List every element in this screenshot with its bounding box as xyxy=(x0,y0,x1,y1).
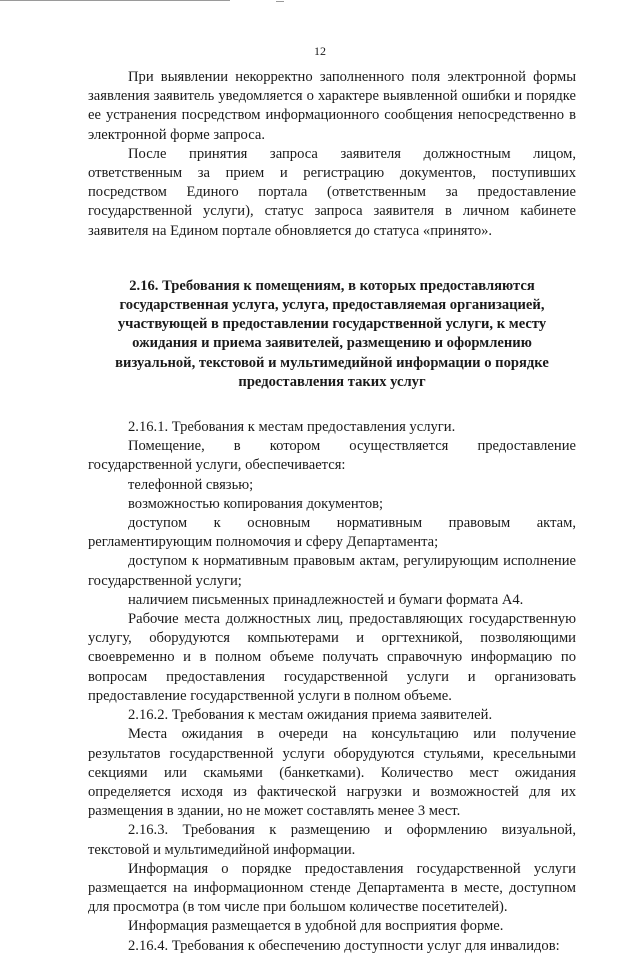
paragraph-waiting-places: Места ожидания в очереди на консультацию или получение результатов государственной услуги оборудуются стульями, кресельными секциями или скамьями (банкетками). Количество мест ожидания определяется исходя из фактической нагрузки и возможностей для их размещения в здании, но не может составлять менее 3 мест. xyxy=(88,726,576,820)
list-item-regulatory-acts: доступом к нормативным правовым актам, регулирующим исполнение государственной услуги; xyxy=(88,553,576,589)
paragraph-info-stand: Информация о порядке предоставления государственной услуги размещается на информационном стенде Департамента в месте, доступном для просмотра (в том числе при большом количестве посетителей). xyxy=(88,860,576,916)
list-item-stationery: наличием письменных принадлежностей и бумаги формата А4. xyxy=(128,591,524,608)
scan-edge-mark xyxy=(276,1,284,2)
heading-line: визуальной, текстовой и мультимедийной информации о порядке xyxy=(115,354,549,371)
paragraph-workplaces: Рабочие места должностных лиц, предоставляющих государственную услугу, оборудуются компьютерами и оргтехникой, позволяющими своевременно и в полном объеме получать справочную информацию по вопросам предоставления государственной услуги и организовать предоставление государственной услуги в полном объеме. xyxy=(88,611,576,704)
list-item-copying: возможностью копирования документов; xyxy=(128,495,384,512)
list-item-main-acts: доступом к основным нормативным правовым актам, регламентирующим полномочия и сферу Департамента; xyxy=(88,515,576,551)
list-item-telephone: телефонной связью; xyxy=(128,476,254,493)
paragraph-2-16-1-title: 2.16.1. Требования к местам предоставления услуги. xyxy=(128,419,456,436)
scan-edge-line xyxy=(0,0,230,1)
heading-line: предоставления таких услуг xyxy=(238,373,426,390)
paragraph-info-format: Информация размещается в удобной для восприятия форме. xyxy=(128,918,504,935)
paragraph-premises-equipped: Помещение, в котором осуществляется предоставление государственной услуги, обеспечивается: xyxy=(88,438,576,474)
heading-line: государственная услуга, услуга, предоставляемая организацией, xyxy=(119,297,545,314)
heading-line: 2.16. Требования к помещениям, в которых предоставляются xyxy=(129,277,535,294)
paragraph-request-status: После принятия запроса заявителя должностным лицом, ответственным за прием и регистрацию документов, поступивших посредством Единого портала (ответственным за предоставление государственной услуги), статус запроса заявителя в личном кабинете заявителя на Едином портале обновляется до статуса «принято». xyxy=(88,145,576,239)
paragraph-2-16-4-title: 2.16.4. Требования к обеспечению доступности услуг для инвалидов: xyxy=(128,937,560,954)
heading-line: ожидания и приема заявителей, размещению и оформлению xyxy=(132,335,532,352)
paragraph-2-16-2-title: 2.16.2. Требования к местам ожидания приема заявителей. xyxy=(128,707,493,724)
document-body xyxy=(88,68,576,956)
paragraph-form-error-notice: При выявлении некорректно заполненного поля электронной формы заявления заявитель уведомляется о характере выявленной ошибки и порядке ее устранения посредством информационного сообщения непосредственно в электронной форме запроса. xyxy=(88,69,576,143)
section-heading xyxy=(88,277,576,392)
heading-line: участвующей в предоставлении государственной услуги, к месту xyxy=(117,316,547,333)
page-number: 12 xyxy=(314,44,326,58)
paragraph-2-16-3-title: 2.16.3. Требования к размещению и оформлению визуальной, текстовой и мультимедийной информации. xyxy=(88,822,576,858)
